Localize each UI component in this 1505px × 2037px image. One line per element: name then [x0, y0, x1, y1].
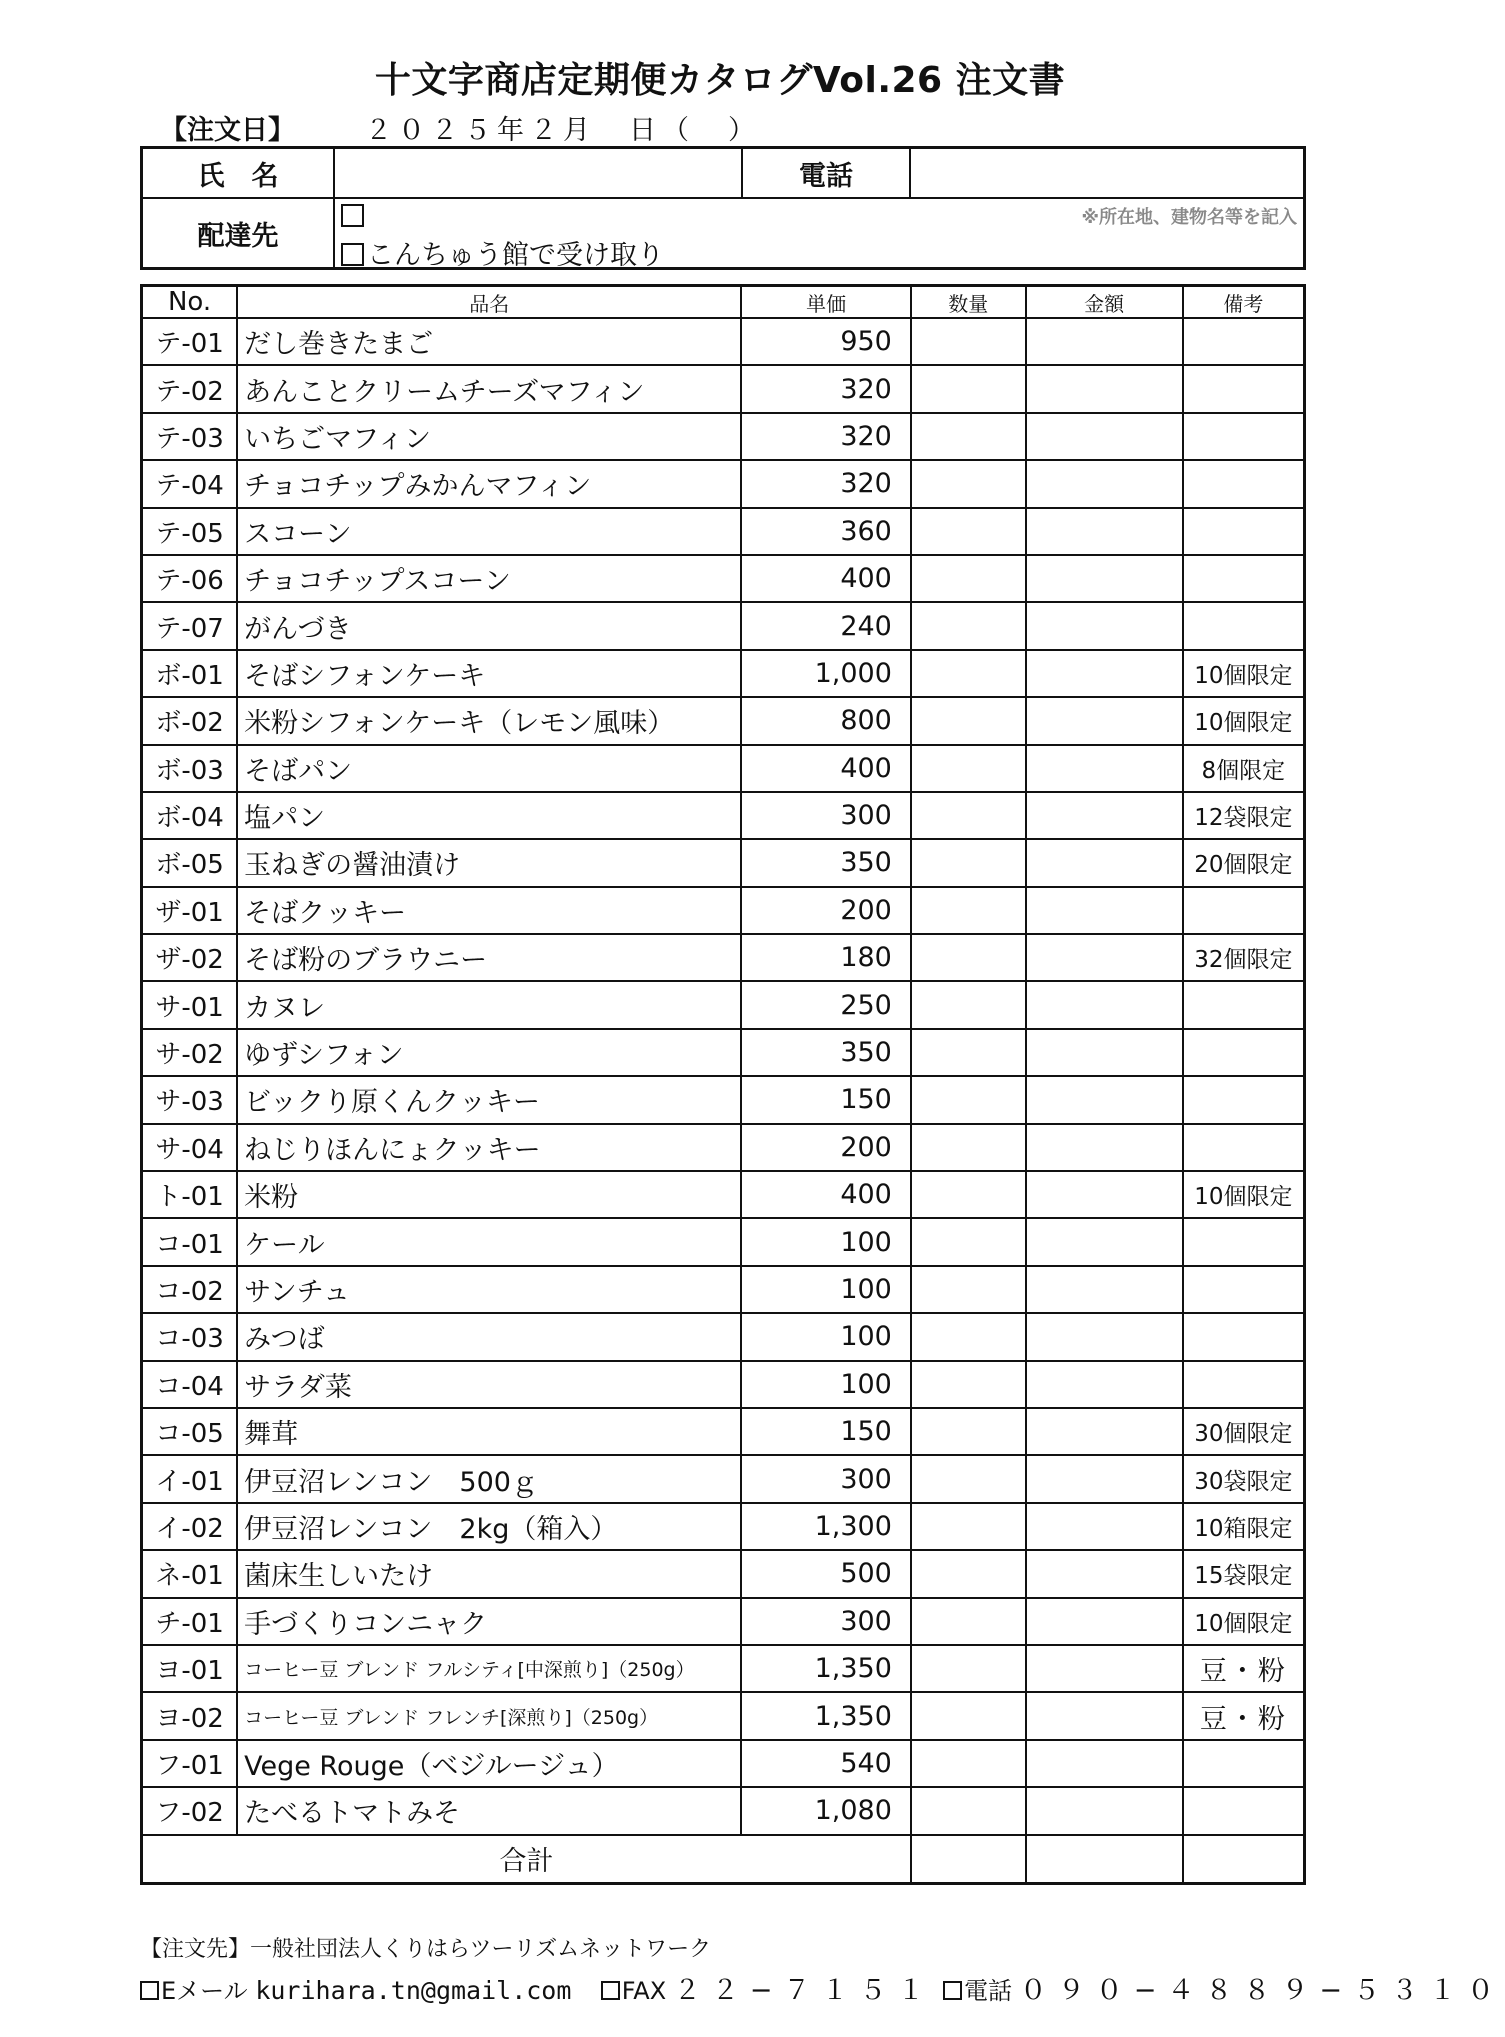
item-name: コーヒー豆 ブレンド フルシティ[中深煎り]（250g） — [237, 1645, 741, 1692]
item-note — [1183, 1218, 1305, 1265]
table-row — [142, 650, 1305, 697]
col-header-no: No. — [142, 286, 238, 319]
item-qty-cell[interactable] — [911, 365, 1026, 412]
item-qty-cell[interactable] — [911, 1787, 1026, 1834]
item-amount-cell[interactable] — [1026, 413, 1183, 460]
item-price: 800 — [741, 697, 910, 744]
table-row — [142, 839, 1305, 886]
item-no: ボ-02 — [142, 697, 238, 744]
item-name: たべるトマトみそ — [237, 1787, 741, 1834]
table-row — [142, 1645, 1305, 1692]
item-amount-cell[interactable] — [1026, 887, 1183, 934]
order-date-label: 【注文日】 — [160, 115, 295, 146]
item-qty-cell[interactable] — [911, 1266, 1026, 1313]
table-row — [142, 1029, 1305, 1076]
item-no: コ-01 — [142, 1218, 238, 1265]
item-qty-cell[interactable] — [911, 650, 1026, 697]
item-name: 玉ねぎの醤油漬け — [237, 839, 741, 886]
item-note — [1183, 1361, 1305, 1408]
item-note: 10個限定 — [1183, 1171, 1305, 1218]
item-amount-cell[interactable] — [1026, 1266, 1183, 1313]
item-price: 320 — [741, 460, 910, 507]
item-amount-cell[interactable] — [1026, 934, 1183, 981]
tel-label: 電話 — [742, 148, 910, 199]
item-amount-cell[interactable] — [1026, 1550, 1183, 1597]
item-note: 10個限定 — [1183, 1598, 1305, 1645]
item-no: サ-03 — [142, 1076, 238, 1123]
item-name: サンチュ — [237, 1266, 741, 1313]
col-header-price: 単価 — [741, 286, 910, 319]
item-name: みつば — [237, 1313, 741, 1360]
item-name: あんことクリームチーズマフィン — [237, 365, 741, 412]
item-note — [1183, 555, 1305, 602]
item-no: サ-02 — [142, 1029, 238, 1076]
total-note-cell[interactable] — [1183, 1835, 1305, 1884]
total-row — [142, 1835, 1305, 1884]
item-note: 30袋限定 — [1183, 1455, 1305, 1502]
dest-field[interactable] — [334, 198, 1305, 269]
item-no: テ-07 — [142, 602, 238, 649]
customer-info-table — [140, 146, 1306, 270]
email-checkbox-icon — [140, 1981, 159, 2000]
item-price: 300 — [741, 792, 910, 839]
item-note: 15袋限定 — [1183, 1550, 1305, 1597]
item-price: 1,080 — [741, 1787, 910, 1834]
item-amount-cell[interactable] — [1026, 650, 1183, 697]
item-amount-cell[interactable] — [1026, 602, 1183, 649]
item-no: コ-03 — [142, 1313, 238, 1360]
footer-tel-label: 電話 — [964, 1977, 1013, 2005]
item-name: 米粉 — [237, 1171, 741, 1218]
item-no: サ-01 — [142, 981, 238, 1028]
item-price: 1,000 — [741, 650, 910, 697]
table-row — [142, 934, 1305, 981]
item-amount-cell[interactable] — [1026, 365, 1183, 412]
item-note: 10箱限定 — [1183, 1503, 1305, 1550]
item-qty-cell[interactable] — [911, 318, 1026, 365]
table-row — [142, 602, 1305, 649]
table-row — [142, 365, 1305, 412]
item-no: テ-02 — [142, 365, 238, 412]
item-name: 伊豆沼レンコン 2kg（箱入） — [237, 1503, 741, 1550]
item-amount-cell[interactable] — [1026, 1455, 1183, 1502]
item-no: テ-05 — [142, 508, 238, 555]
col-header-qty: 数量 — [911, 286, 1026, 319]
item-note — [1183, 1787, 1305, 1834]
item-name: いちごマフィン — [237, 413, 741, 460]
item-no: ボ-03 — [142, 745, 238, 792]
order-date-value[interactable]: ２０２５年２月 日（ ） — [365, 115, 761, 146]
col-header-name: 品名 — [237, 286, 741, 319]
item-qty-cell[interactable] — [911, 1171, 1026, 1218]
item-no: フ-01 — [142, 1740, 238, 1787]
item-no: イ-01 — [142, 1455, 238, 1502]
item-note — [1183, 602, 1305, 649]
item-note — [1183, 318, 1305, 365]
tel-checkbox-icon — [943, 1981, 962, 2000]
table-row — [142, 1455, 1305, 1502]
table-row — [142, 1361, 1305, 1408]
item-name: スコーン — [237, 508, 741, 555]
item-name: 米粉シフォンケーキ（レモン風味） — [237, 697, 741, 744]
item-qty-cell[interactable] — [911, 1645, 1026, 1692]
item-no: コ-04 — [142, 1361, 238, 1408]
item-price: 350 — [741, 1029, 910, 1076]
table-row — [142, 1787, 1305, 1834]
item-price: 500 — [741, 1550, 910, 1597]
item-no: テ-01 — [142, 318, 238, 365]
item-note: 8個限定 — [1183, 745, 1305, 792]
item-qty-cell[interactable] — [911, 981, 1026, 1028]
page-title: 十文字商店定期便カタログVol.26 注文書 — [374, 60, 1066, 101]
item-no: ボ-04 — [142, 792, 238, 839]
item-amount-cell[interactable] — [1026, 981, 1183, 1028]
item-amount-cell[interactable] — [1026, 508, 1183, 555]
item-name: ねじりほんにょクッキー — [237, 1124, 741, 1171]
table-row — [142, 1740, 1305, 1787]
item-note: 12袋限定 — [1183, 792, 1305, 839]
item-note — [1183, 1740, 1305, 1787]
email-address: kurihara.tn@gmail.com — [255, 1976, 572, 2005]
item-name: Vege Rouge（ベジルージュ） — [237, 1740, 741, 1787]
item-qty-cell[interactable] — [911, 1124, 1026, 1171]
dest-note: ※所在地、建物名等を記入 — [1081, 207, 1297, 228]
item-price: 200 — [741, 1124, 910, 1171]
tel-number: ０９０−４８８９−５３１０ — [1019, 1975, 1505, 2006]
item-note — [1183, 1266, 1305, 1313]
item-no: ザ-02 — [142, 934, 238, 981]
item-no: テ-06 — [142, 555, 238, 602]
item-note: 20個限定 — [1183, 839, 1305, 886]
item-note — [1183, 887, 1305, 934]
table-row — [142, 792, 1305, 839]
item-price: 250 — [741, 981, 910, 1028]
order-date — [160, 108, 761, 147]
item-no: サ-04 — [142, 1124, 238, 1171]
item-note — [1183, 508, 1305, 555]
item-amount-cell[interactable] — [1026, 1218, 1183, 1265]
item-amount-cell[interactable] — [1026, 1598, 1183, 1645]
item-name: 伊豆沼レンコン 500ｇ — [237, 1455, 741, 1502]
item-price: 1,350 — [741, 1692, 910, 1739]
item-amount-cell[interactable] — [1026, 318, 1183, 365]
item-name: コーヒー豆 ブレンド フレンチ[深煎り]（250g） — [237, 1692, 741, 1739]
item-name: 塩パン — [237, 792, 741, 839]
table-row — [142, 1266, 1305, 1313]
item-price: 100 — [741, 1266, 910, 1313]
table-row — [142, 1550, 1305, 1597]
item-amount-cell[interactable] — [1026, 745, 1183, 792]
item-note — [1183, 1076, 1305, 1123]
item-qty-cell[interactable] — [911, 508, 1026, 555]
item-name: チョコチップみかんマフィン — [237, 460, 741, 507]
item-price: 400 — [741, 745, 910, 792]
table-header-row — [142, 286, 1305, 319]
item-qty-cell[interactable] — [911, 887, 1026, 934]
item-price: 240 — [741, 602, 910, 649]
item-note — [1183, 413, 1305, 460]
item-price: 400 — [741, 555, 910, 602]
item-name: 舞茸 — [237, 1408, 741, 1455]
item-no: テ-03 — [142, 413, 238, 460]
name-label: 氏 名 — [142, 148, 335, 199]
item-name: 菌床生しいたけ — [237, 1550, 741, 1597]
pickup-option — [341, 233, 664, 272]
item-no: ザ-01 — [142, 887, 238, 934]
item-no: ヨ-02 — [142, 1692, 238, 1739]
item-amount-cell[interactable] — [1026, 555, 1183, 602]
item-name: そば粉のブラウニー — [237, 934, 741, 981]
item-note — [1183, 981, 1305, 1028]
item-amount-cell[interactable] — [1026, 1645, 1183, 1692]
item-name: チョコチップスコーン — [237, 555, 741, 602]
item-note — [1183, 365, 1305, 412]
item-qty-cell[interactable] — [911, 1455, 1026, 1502]
item-no: イ-02 — [142, 1503, 238, 1550]
total-label: 合計 — [142, 1835, 911, 1884]
item-price: 150 — [741, 1408, 910, 1455]
item-price: 1,350 — [741, 1645, 910, 1692]
table-row — [142, 745, 1305, 792]
table-row — [142, 318, 1305, 365]
item-no: コ-02 — [142, 1266, 238, 1313]
item-note — [1183, 1029, 1305, 1076]
item-qty-cell[interactable] — [911, 1692, 1026, 1739]
item-name: そばシフォンケーキ — [237, 650, 741, 697]
item-qty-cell[interactable] — [911, 745, 1026, 792]
item-price: 150 — [741, 1076, 910, 1123]
item-price: 100 — [741, 1218, 910, 1265]
item-price: 400 — [741, 1171, 910, 1218]
table-row — [142, 1124, 1305, 1171]
table-row — [142, 1171, 1305, 1218]
item-name: ビックり原くんクッキー — [237, 1076, 741, 1123]
item-no: フ-02 — [142, 1787, 238, 1834]
tel-field[interactable] — [910, 148, 1305, 199]
table-row — [142, 1598, 1305, 1645]
item-amount-cell[interactable] — [1026, 1740, 1183, 1787]
address-option — [341, 201, 367, 232]
fax-number: ２２−７１５１ — [673, 1975, 936, 2006]
item-name: カヌレ — [237, 981, 741, 1028]
table-row — [142, 1313, 1305, 1360]
table-row — [142, 508, 1305, 555]
item-price: 320 — [741, 413, 910, 460]
fax-checkbox-icon — [601, 1981, 620, 2000]
item-qty-cell[interactable] — [911, 1550, 1026, 1597]
item-qty-cell[interactable] — [911, 1503, 1026, 1550]
item-note — [1183, 460, 1305, 507]
item-note — [1183, 1124, 1305, 1171]
item-qty-cell[interactable] — [911, 1740, 1026, 1787]
item-note: 32個限定 — [1183, 934, 1305, 981]
item-qty-cell[interactable] — [911, 1029, 1026, 1076]
table-row — [142, 981, 1305, 1028]
item-amount-cell[interactable] — [1026, 1171, 1183, 1218]
item-amount-cell[interactable] — [1026, 1076, 1183, 1123]
item-name: がんづき — [237, 602, 741, 649]
item-price: 950 — [741, 318, 910, 365]
item-amount-cell[interactable] — [1026, 1692, 1183, 1739]
contact-line — [140, 1968, 1505, 2007]
item-amount-cell[interactable] — [1026, 1029, 1183, 1076]
item-price: 200 — [741, 887, 910, 934]
item-qty-cell[interactable] — [911, 555, 1026, 602]
item-price: 100 — [741, 1361, 910, 1408]
item-note: 30個限定 — [1183, 1408, 1305, 1455]
item-qty-cell[interactable] — [911, 792, 1026, 839]
item-amount-cell[interactable] — [1026, 1361, 1183, 1408]
item-price: 180 — [741, 934, 910, 981]
item-note: 豆・粉 — [1183, 1645, 1305, 1692]
table-row — [142, 1218, 1305, 1265]
total-amount-cell[interactable] — [1026, 1835, 1183, 1884]
table-row — [142, 887, 1305, 934]
item-no: ボ-01 — [142, 650, 238, 697]
item-qty-cell[interactable] — [911, 1218, 1026, 1265]
table-row — [142, 413, 1305, 460]
table-row — [142, 1503, 1305, 1550]
item-name: だし巻きたまご — [237, 318, 741, 365]
item-qty-cell[interactable] — [911, 1408, 1026, 1455]
item-name: そばクッキー — [237, 887, 741, 934]
item-amount-cell[interactable] — [1026, 1124, 1183, 1171]
item-no: テ-04 — [142, 460, 238, 507]
name-field[interactable] — [334, 148, 742, 199]
email-label: Eメール — [161, 1977, 248, 2005]
item-qty-cell[interactable] — [911, 697, 1026, 744]
col-header-note: 備考 — [1183, 286, 1305, 319]
item-no: ボ-05 — [142, 839, 238, 886]
item-price: 100 — [741, 1313, 910, 1360]
item-amount-cell[interactable] — [1026, 839, 1183, 886]
table-row — [142, 460, 1305, 507]
item-price: 300 — [741, 1455, 910, 1502]
item-no: ネ-01 — [142, 1550, 238, 1597]
item-qty-cell[interactable] — [911, 413, 1026, 460]
item-amount-cell[interactable] — [1026, 460, 1183, 507]
item-name: ケール — [237, 1218, 741, 1265]
item-qty-cell[interactable] — [911, 460, 1026, 507]
pickup-checkbox[interactable] — [341, 243, 364, 266]
item-name: サラダ菜 — [237, 1361, 741, 1408]
col-header-amount: 金額 — [1026, 286, 1183, 319]
item-amount-cell[interactable] — [1026, 792, 1183, 839]
dest-label: 配達先 — [142, 198, 335, 269]
item-price: 300 — [741, 1598, 910, 1645]
item-amount-cell[interactable] — [1026, 1787, 1183, 1834]
item-qty-cell[interactable] — [911, 602, 1026, 649]
item-note: 10個限定 — [1183, 697, 1305, 744]
item-note — [1183, 1313, 1305, 1360]
total-qty-cell[interactable] — [911, 1835, 1026, 1884]
item-price: 1,300 — [741, 1503, 910, 1550]
item-price: 540 — [741, 1740, 910, 1787]
item-name: ゆずシフォン — [237, 1029, 741, 1076]
fax-label: FAX — [621, 1977, 667, 2005]
table-row — [142, 1692, 1305, 1739]
order-to: 【注文先】一般社団法人くりはらツーリズムネットワーク — [140, 1937, 712, 1962]
table-row — [142, 555, 1305, 602]
item-name: 手づくりコンニャク — [237, 1598, 741, 1645]
item-price: 320 — [741, 365, 910, 412]
item-price: 360 — [741, 508, 910, 555]
item-no: コ-05 — [142, 1408, 238, 1455]
item-qty-cell[interactable] — [911, 1313, 1026, 1360]
item-no: ト-01 — [142, 1171, 238, 1218]
item-amount-cell[interactable] — [1026, 1408, 1183, 1455]
order-items-table — [140, 284, 1306, 1885]
item-qty-cell[interactable] — [911, 1598, 1026, 1645]
address-checkbox[interactable] — [341, 204, 364, 227]
item-amount-cell[interactable] — [1026, 1503, 1183, 1550]
item-price: 350 — [741, 839, 910, 886]
table-row — [142, 1408, 1305, 1455]
item-note: 10個限定 — [1183, 650, 1305, 697]
item-qty-cell[interactable] — [911, 839, 1026, 886]
item-qty-cell[interactable] — [911, 1076, 1026, 1123]
item-no: チ-01 — [142, 1598, 238, 1645]
item-name: そばパン — [237, 745, 741, 792]
item-note: 豆・粉 — [1183, 1692, 1305, 1739]
item-amount-cell[interactable] — [1026, 1313, 1183, 1360]
table-row — [142, 697, 1305, 744]
item-no: ヨ-01 — [142, 1645, 238, 1692]
item-amount-cell[interactable] — [1026, 697, 1183, 744]
table-row — [142, 1076, 1305, 1123]
pickup-label: こんちゅう館で受け取り — [367, 240, 664, 271]
item-qty-cell[interactable] — [911, 934, 1026, 981]
item-qty-cell[interactable] — [911, 1361, 1026, 1408]
